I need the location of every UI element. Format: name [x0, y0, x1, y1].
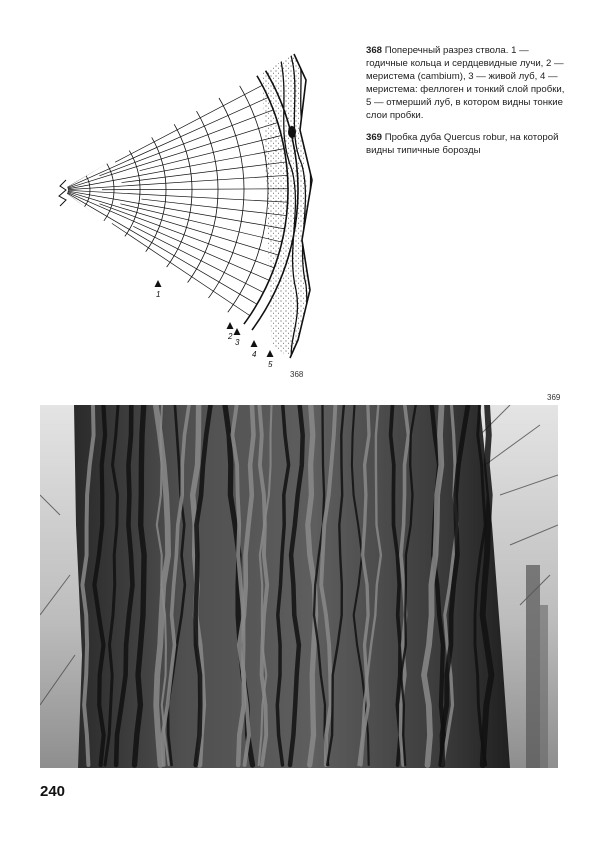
- cross-section-drawing: [40, 40, 340, 380]
- caption-369: [366, 131, 566, 157]
- caption-368: [366, 44, 566, 122]
- svg-text:2: 2: [228, 332, 233, 341]
- trunk-cross-section-diagram: [40, 40, 340, 380]
- svg-text:4: 4: [252, 350, 257, 359]
- oak-bark-image: [40, 405, 558, 768]
- oak-bark-photo: [40, 405, 558, 768]
- page-number: 240: [40, 783, 66, 800]
- svg-text:3: 3: [235, 338, 240, 347]
- captions: [366, 44, 566, 166]
- marker-2: [227, 322, 234, 341]
- marker-3: [234, 328, 241, 347]
- marker-1: [155, 280, 162, 299]
- caption-368-text: Поперечный разрез ствола. 1 — годичные кольца и сердцевидные лучи, 2 — меристема (cambium), 3 — живой луб, 4 — меристема: феллоген и тонкий слой пробки, 5 — отмерший луб, в котором видны тонкие слои пробки.: [366, 45, 565, 122]
- svg-text:5: 5: [268, 360, 273, 369]
- marker-5: [267, 350, 274, 369]
- caption-368-number: 368: [366, 45, 383, 56]
- marker-4: [251, 340, 258, 359]
- caption-369-number: 369: [366, 132, 383, 144]
- caption-369-text: Пробка дуба Quercus robur, на которой видны типичные борозды: [366, 132, 559, 157]
- svg-text:1: 1: [156, 290, 161, 299]
- figure-368-label: 368: [290, 370, 304, 379]
- figure-369-label: 369: [547, 393, 561, 402]
